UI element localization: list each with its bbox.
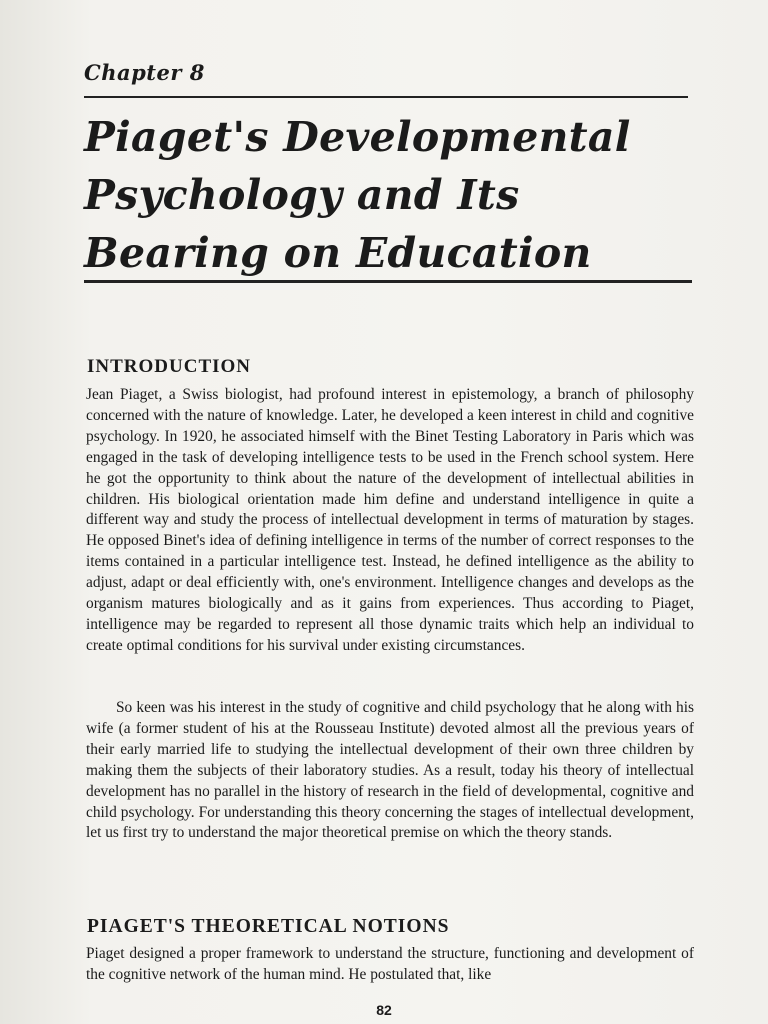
introduction-paragraph-2: So keen was his interest in the study of cognitive and child psychology that he along with his wife (a former student of his at the Rousseau Institute) devoted almost all the previous years of their early married life to studying the intellectual development of their own three children by making them the subjects of their laboratory studies. As a result, today his theory of intellectual development has no parallel in the history of research in the field of developmental, cognitive and child psychology. For understanding this theory concerning the stages of intellectual development, let us first try to understand the major theoretical premise on which the theory stands. xyxy=(86,699,694,842)
chapter-bottom-rule xyxy=(84,280,692,283)
chapter-top-rule xyxy=(84,96,688,98)
chapter-label: Chapter 8 xyxy=(84,60,205,85)
section-heading-introduction: INTRODUCTION xyxy=(87,356,252,377)
page-number: 82 xyxy=(376,1002,392,1018)
introduction-paragraph-1: Jean Piaget, a Swiss biologist, had profound interest in epistemology, a branch of philosophy concerned with the nature of knowledge. Later, he developed a keen interest in child and cognitive psychology. In 1920, he associated himself with the Binet Testing Laboratory in Paris which was engaged in the task of developing intelligence tests to be used in the French school system. Here he got the opportunity to think about the nature of the development of intellectual abilities in children. His biological orientation made him define and understand intelligence in quite a different way and study the process of intellectual development in terms of maturation by stages. He opposed Binet's idea of defining intelligence in terms of the number of correct responses to the items contained in a particular intelligence test. Instead, he defined intelligence as the ability to adjust, adapt or deal efficiently with, one's environment. Intelligence changes and develops as the organism matures biologically and as it gains from experiences. Thus according to Piaget, intelligence may be regarded to represent all those dynamic traits which help an individual to create optimal conditions for his survival under existing circumstances. xyxy=(86,386,694,654)
theoretical-notions-paragraph-1: Piaget designed a proper framework to understand the structure, functioning and development of the cognitive network of the human mind. He postulated that, like xyxy=(86,945,694,983)
chapter-title: Piaget's Developmental Psychology and Its Bearing on Education xyxy=(84,113,631,277)
section-heading-theoretical-notions: PIAGET'S THEORETICAL NOTIONS xyxy=(87,916,450,937)
